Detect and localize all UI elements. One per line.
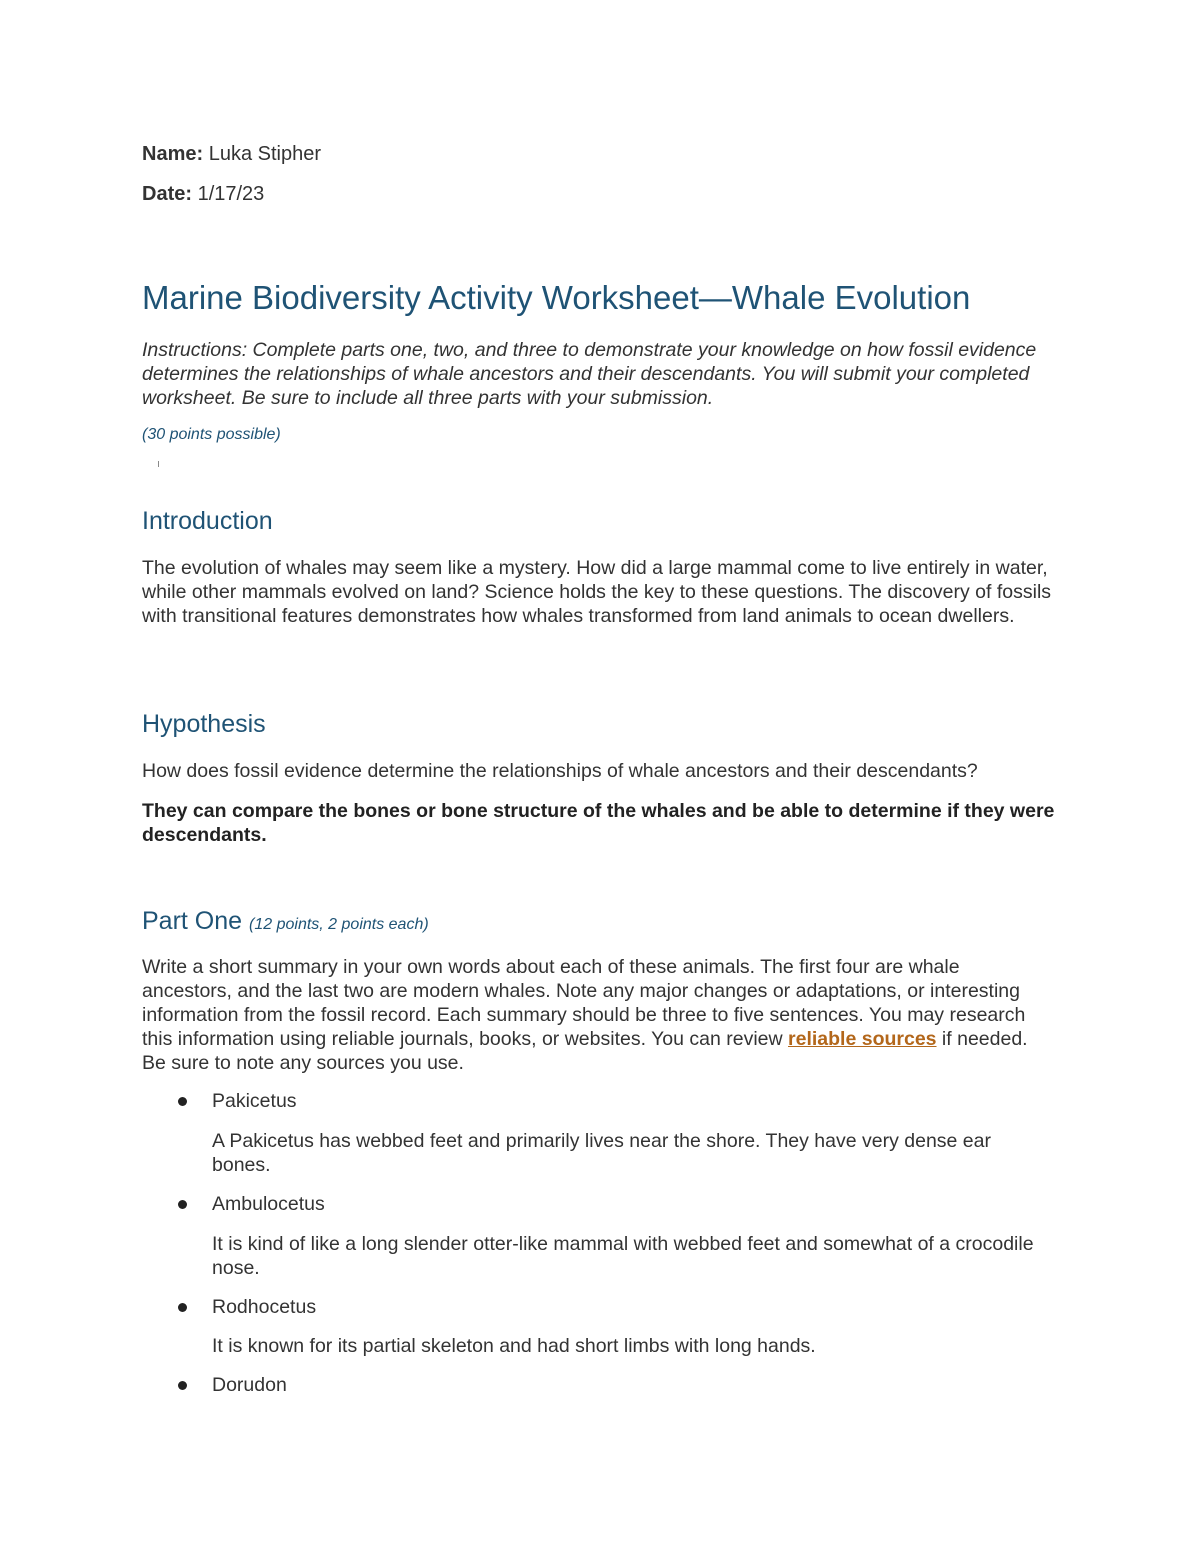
date-value: 1/17/23 [197,183,265,205]
reliable-sources-link[interactable]: reliable sources [788,1028,937,1050]
animal-name-pakicetus: Pakicetus [212,1090,297,1112]
hypothesis-question: How does fossil evidence determine the relationships of whale ancestors and their descendants? [142,760,978,782]
name-value: Luka Stipher [208,143,321,165]
introduction-text: The evolution of whales may seem like a mystery. How did a large mammal come to live entirely in water, while other mammals evolved on land? Science holds the key to these questions. The discovery of fossils with transitional features demonstrates how whales transformed from land animals to ocean dwellers. [142,557,1052,627]
animal-name-rodhocetus: Rodhocetus [212,1296,317,1318]
animal-name-dorudon: Dorudon [212,1374,287,1396]
date-label: Date: [142,183,193,205]
date-line [142,182,264,206]
part-one-instructions-before: Write a short summary in your own words about each of these animals. The first four are whale ancestors, and the last two are modern whales. Note any major changes or adaptations, or interesting information from the fossil record. Each summary should be three to five sentences. You may research this information using reliable journals, books, or websites. You can review [142,956,1026,1050]
introduction-heading: Introduction [142,507,273,535]
bullet-icon [178,1303,187,1312]
points-possible: (30 points possible) [142,426,281,443]
part-one-points: (12 points, 2 points each) [249,916,429,933]
paragraph-mark [158,461,159,467]
animal-name-ambulocetus: Ambulocetus [212,1193,325,1215]
part-one-instructions [142,955,1052,1075]
hypothesis-heading: Hypothesis [142,710,266,738]
hypothesis-answer: They can compare the bones or bone structure of the whales and be able to determine if they were descendants. [142,800,1055,846]
animal-summary-pakicetus: A Pakicetus has webbed feet and primarily lives near the shore. They have very dense ear bones. [212,1130,991,1176]
part-one-heading [142,906,429,940]
part-one-instructions-after: if needed. Be sure to note any sources you use. [142,1028,1028,1074]
bullet-icon [178,1381,187,1390]
name-line [142,142,321,166]
animal-summary-rodhocetus: It is known for its partial skeleton and had short limbs with long hands. [212,1335,816,1357]
animal-summary-ambulocetus: It is kind of like a long slender otter-like mammal with webbed feet and somewhat of a crocodile nose. [212,1233,1034,1279]
bullet-icon [178,1200,187,1209]
instructions-text: Instructions: Complete parts one, two, and three to demonstrate your knowledge on how fossil evidence determines the relationships of whale ancestors and their descendants. You will submit your completed worksheet. Be sure to include all three parts with your submission. [142,339,1037,409]
name-label: Name: [142,143,204,165]
part-one-title: Part One [142,907,243,935]
document-title: Marine Biodiversity Activity Worksheet—Whale Evolution [142,279,971,316]
bullet-icon [178,1097,187,1106]
